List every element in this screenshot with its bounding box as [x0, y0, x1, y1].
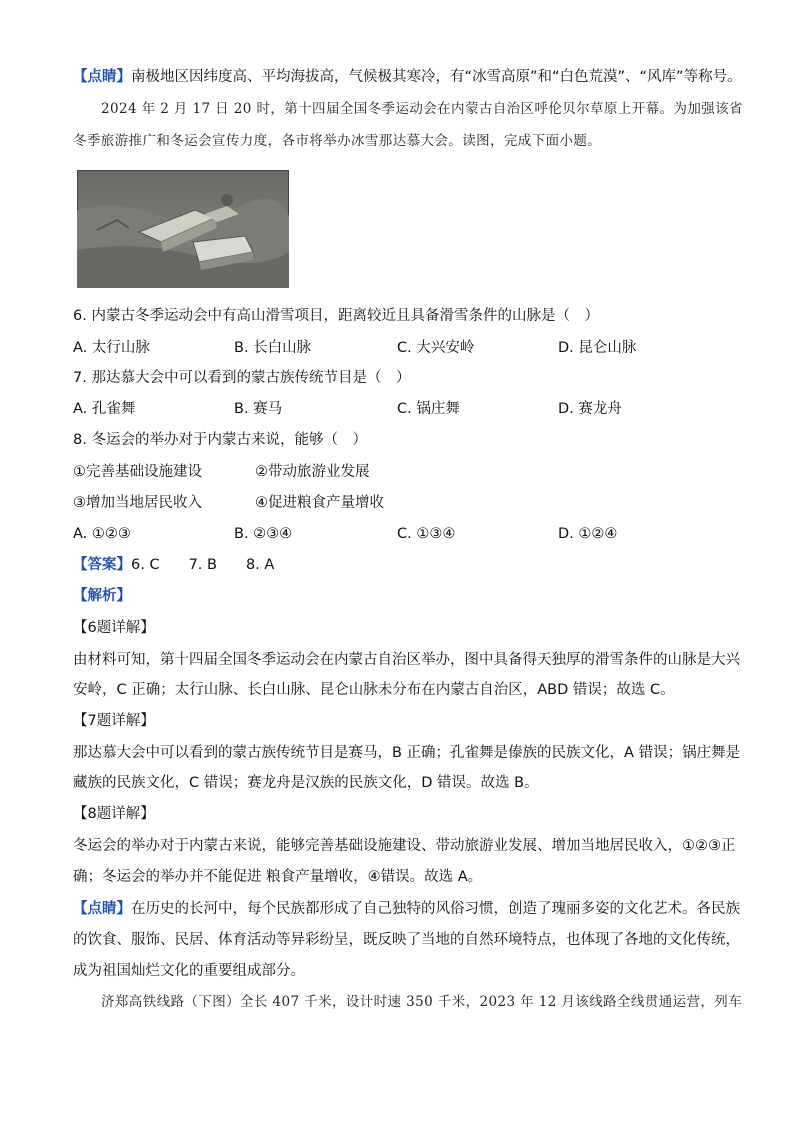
q8-option-d: D. ①②④ — [558, 526, 618, 542]
detail-6-head: 【6题详解】 — [73, 620, 155, 636]
note2-line-2: 的饮食、服饰、民居、体育活动等异彩纷呈，既反映了当地的自然环境特点，也体现了各地的文化传统， — [73, 932, 740, 948]
snow-sculpture-photo — [77, 170, 289, 288]
q8-option-c: C. ①③④ — [397, 526, 456, 542]
detail-7-head: 【7题详解】 — [73, 713, 155, 729]
q8-stem: 8. 冬运会的举办对于内蒙古来说，能够（ ） — [73, 432, 367, 448]
note-text: 南极地区因纬度高、平均海拔高，气候极其寒冷，有“冰雪高原”和“白色荒漠”、“风库”等称号。 — [131, 69, 742, 85]
note2-line-1 — [73, 899, 740, 919]
note2-text-1: 在历史的长河中，每个民族都形成了自己独特的风俗习惯，创造了瑰丽多姿的文化艺术。各民族 — [131, 901, 740, 917]
q7-option-b: B. 赛马 — [234, 401, 283, 417]
detail-8-head: 【8题详解】 — [73, 806, 155, 822]
q6-option-a: A. 太行山脉 — [73, 340, 150, 356]
q6-option-c: C. 大兴安岭 — [397, 340, 475, 356]
q8-item-4: ④促进粮食产量增收 — [255, 495, 384, 511]
next-passage-line: 济郑高铁线路（下图）全长 407 千米，设计时速 350 千米，2023 年 12 月该线路全线贯通运营，列车 — [101, 994, 743, 1010]
note2-tag: 【点睛】 — [73, 901, 131, 917]
q7-stem: 7. 那达慕大会中可以看到的蒙古族传统节目是（ ） — [73, 370, 411, 386]
answer-text: 6. C 7. B 8. A — [131, 557, 275, 573]
detail-7-line-1: 那达慕大会中可以看到的蒙古族传统节目是赛马，B 正确；孔雀舞是傣族的民族文化，A 错误；锅庄舞是 — [73, 745, 741, 761]
detail-7-line-2: 藏族的民族文化，C 错误；赛龙舟是汉族的民族文化，D 错误。故选 B。 — [73, 775, 539, 791]
q8-item-2: ②带动旅游业发展 — [255, 464, 370, 480]
q7-option-d: D. 赛龙舟 — [558, 401, 622, 417]
q8-option-a: A. ①②③ — [73, 526, 131, 542]
note-tag: 【点睛】 — [73, 69, 131, 85]
detail-6-line-2: 安岭，C 正确；太行山脉、长白山脉、昆仑山脉未分布在内蒙古自治区，ABD 错误；故选 C。 — [73, 682, 675, 698]
answer-line — [73, 555, 274, 575]
detail-8-line-2: 确；冬运会的举办并不能促进 粮食产量增收，④错误。故选 A。 — [73, 869, 483, 885]
q7-option-a: A. 孔雀舞 — [73, 401, 136, 417]
analysis-tag: 【解析】 — [73, 588, 131, 604]
intro-line-2: 冬季旅游推广和冬运会宣传力度，各市将举办冰雪那达慕大会。读图，完成下面小题。 — [73, 133, 602, 149]
detail-8-line-1: 冬运会的举办对于内蒙古来说，能够完善基础设施建设、带动旅游业发展、增加当地居民收入，①②③正 — [73, 838, 736, 854]
q8-item-1: ①完善基础设施建设 — [73, 464, 202, 480]
q7-option-c: C. 锅庄舞 — [397, 401, 460, 417]
detail-6-line-1: 由材料可知，第十四届全国冬季运动会在内蒙古自治区举办，图中具备得天独厚的滑雪条件的山脉是大兴 — [73, 652, 740, 668]
q6-stem: 6. 内蒙古冬季运动会中有高山滑雪项目，距离较近且具备滑雪条件的山脉是（ ） — [73, 308, 599, 324]
answer-tag: 【答案】 — [73, 557, 131, 573]
note-line — [73, 67, 742, 87]
q8-item-3: ③增加当地居民收入 — [73, 495, 202, 511]
q6-option-b: B. 长白山脉 — [234, 340, 312, 356]
note2-line-3: 成为祖国灿烂文化的重要组成部分。 — [73, 963, 305, 979]
intro-line-1: 2024 年 2 月 17 日 20 时，第十四届全国冬季运动会在内蒙古自治区呼伦贝尔草原上开幕。为加强该省 — [101, 101, 743, 117]
q6-option-d: D. 昆仑山脉 — [558, 340, 637, 356]
q8-option-b: B. ②③④ — [234, 526, 293, 542]
